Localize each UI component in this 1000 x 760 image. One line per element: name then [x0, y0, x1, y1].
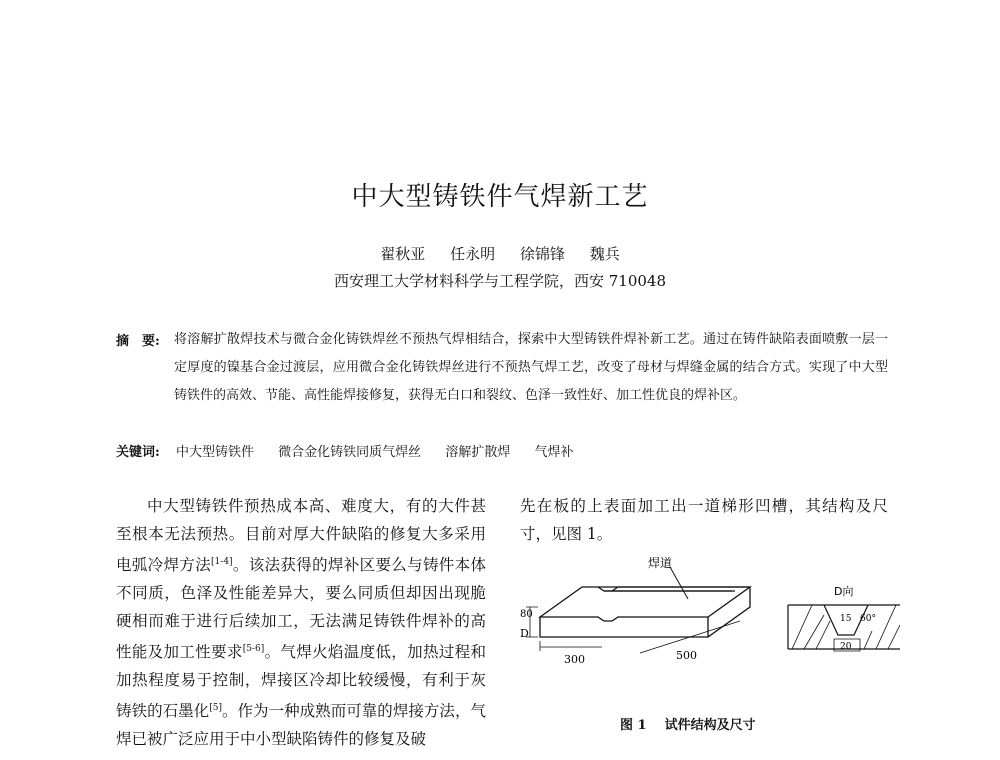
keywords-list: [176, 441, 593, 460]
caption-number: 图 1: [620, 718, 647, 733]
abstract-text: 将溶解扩散焊技术与微合金化铸铁焊丝不预热气焊相结合，探索中大型铸铁件焊补新工艺。通过在铸件缺陷表面喷敷一层一定厚度的镍基合金过渡层，应用微合金化铸铁焊丝进行不预热气焊工艺，改变了母材与焊缝金属的结合方式。实现了中大型铸铁件的高效、节能、高性能焊接修复，获得无白口和裂纹、色泽一致性好、加工性优良的焊补区。: [174, 332, 888, 403]
block-front-face: [540, 617, 708, 637]
label-300: 300: [564, 653, 585, 666]
author: 翟秋亚: [380, 245, 426, 263]
label-d-view: D向: [834, 585, 854, 598]
citation[interactable]: [5-6]: [242, 644, 265, 655]
block-top-face: [540, 587, 750, 621]
label-20: 20: [840, 642, 852, 652]
paper-title: 中大型铸铁件气焊新工艺: [351, 182, 649, 212]
label-60: 60°: [860, 614, 876, 624]
label-weld: 焊道: [648, 556, 673, 570]
label-80: 80: [520, 609, 533, 620]
dim-line-300: [540, 641, 602, 651]
author: 任永明: [450, 245, 496, 263]
author-list: [0, 243, 1000, 264]
keyword: 微合金化铸铁同质气焊丝: [278, 445, 422, 460]
body-paragraph: [116, 492, 486, 753]
label-15: 15: [840, 614, 852, 624]
keyword: 溶解扩散焊: [445, 445, 511, 460]
author: 魏兵: [589, 245, 620, 263]
label-d: D: [520, 627, 529, 640]
figure-specimen-diagram: [520, 555, 900, 705]
body-text: 。该法获得的焊补区要么与铸件本体不同质，色泽及性能差异大，要么同质但却因出现脆硬相而难于进行后续加工，无法满足铸铁件焊补的高性能及加工性要求: [116, 556, 486, 662]
keyword: 气焊补: [534, 445, 574, 460]
citation[interactable]: [5]: [209, 703, 222, 714]
citation[interactable]: [1-4]: [211, 557, 233, 567]
body-text: 。作为一种成熟而可靠的焊接方法，气焊已被广泛应用于中小型缺陷铸件的修复及破: [116, 702, 486, 749]
keyword: 中大型铸铁件: [176, 445, 255, 460]
caption-text: 试件结构及尺寸: [664, 718, 756, 733]
body-text: 中大型铸铁件预热成本高、难度大，有的大件甚至根本无法预热。目前对厚大件缺陷的修复大多采用电弧冷焊方法: [116, 497, 486, 575]
body-column-right: [520, 492, 888, 548]
figure-caption: [620, 714, 756, 733]
keywords-label: 关键词:: [116, 445, 160, 460]
body-text: 。气焊火焰温度低，加热过程和加热程度易于控制，焊接区冷却比较缓慢，有利于灰铸铁的石墨化: [116, 643, 486, 721]
body-paragraph: 先在板的上表面加工出一道梯形凹槽，其结构及尺寸，见图 1。: [520, 497, 888, 543]
label-500: 500: [676, 649, 697, 662]
abstract-label: 摘 要:: [116, 334, 160, 349]
body-column-left: [116, 492, 486, 753]
author: 徐锦锋: [519, 245, 565, 263]
affiliation: 西安理工大学材料科学与工程学院，西安 710048: [333, 272, 667, 290]
weld-leader: [670, 567, 688, 599]
